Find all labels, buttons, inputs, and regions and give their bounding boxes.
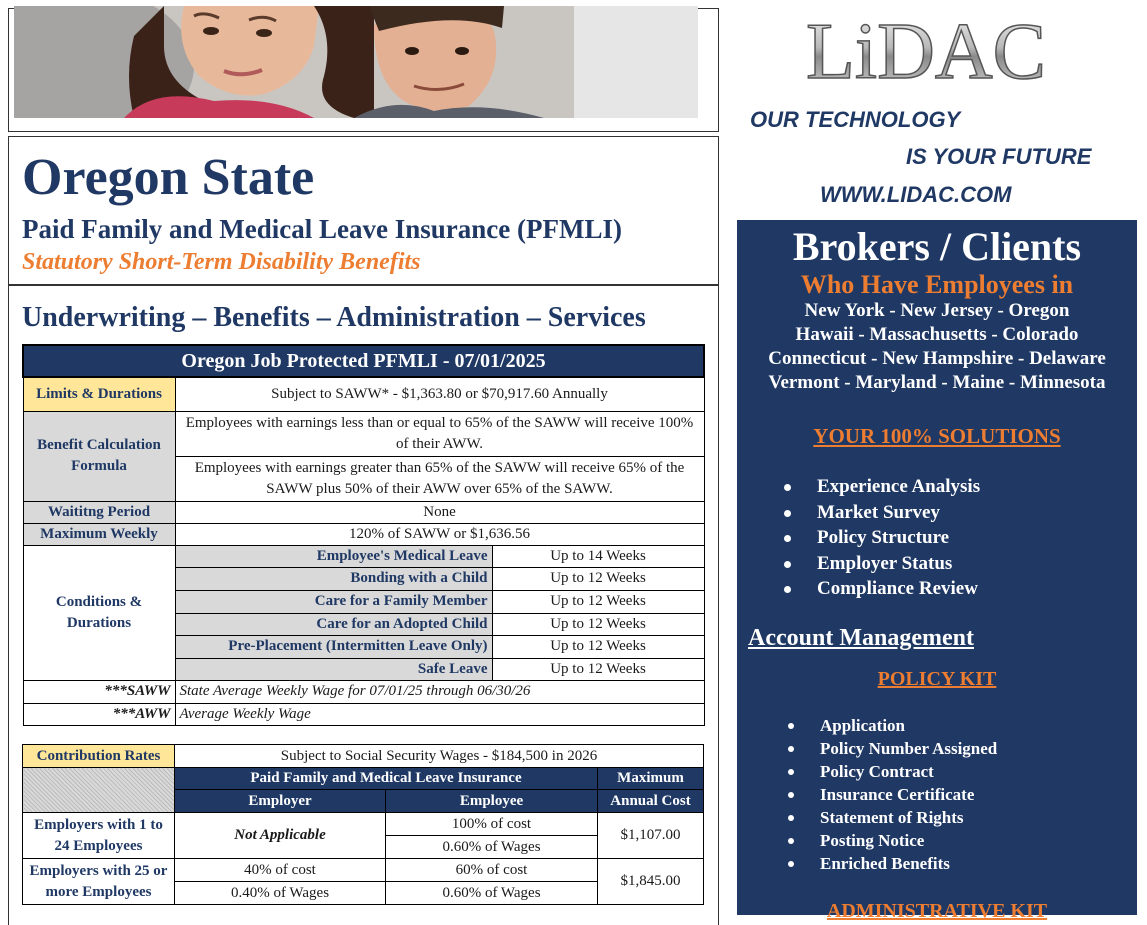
limits-label: Limits & Durations	[23, 377, 175, 411]
row-1-cost: $1,107.00	[598, 813, 704, 859]
list-item: Market Survey	[737, 500, 980, 526]
pfmli-header: Paid Family and Medical Leave Insurance	[175, 768, 598, 790]
states-line: Hawaii - Massachusetts - Colorado	[795, 324, 1079, 345]
policy-kit-list	[737, 714, 997, 875]
condition-name: Care for an Adopted Child	[175, 613, 492, 635]
condition-name: Care for a Family Member	[175, 590, 492, 613]
list-item: Application	[737, 714, 997, 737]
condition-duration: Up to 12 Weeks	[492, 635, 704, 658]
contribution-subject: Subject to Social Security Wages - $184,500 in 2026	[175, 745, 704, 768]
aww-label: ***AWW	[23, 703, 175, 725]
row-1-employee-a: 100% of cost	[386, 813, 598, 836]
list-item: Insurance Certificate	[737, 783, 997, 806]
website-text: WWW.LIDAC.COM	[820, 182, 1012, 207]
solutions-list	[737, 474, 980, 602]
benefit-row-1: Employees with earnings less than or equal to 65% of the SAWW will receive 100% of their AWW.	[175, 411, 704, 456]
list-item: Policy Contract	[737, 760, 997, 783]
page-subtitle: Paid Family and Medical Leave Insurance (PFMLI)	[22, 214, 622, 244]
logo-text: LiDAC	[806, 10, 1046, 90]
limits-value: Subject to SAWW* - $1,363.80 or $70,917.60 Annually	[175, 377, 704, 411]
condition-name: Employee's Medical Leave	[175, 545, 492, 567]
section-heading: Underwriting – Benefits – Administration – Services	[22, 302, 646, 333]
table-heading: Oregon Job Protected PFMLI - 07/01/2025	[23, 345, 704, 377]
condition-duration: Up to 12 Weeks	[492, 590, 704, 613]
employee-header: Employee	[386, 790, 598, 813]
list-item: Policy Number Assigned	[737, 737, 997, 760]
row-2-employee-a: 60% of cost	[386, 859, 598, 882]
row-2-label: Employers with 25 or more Employees	[23, 859, 175, 905]
list-item: Statement of Rights	[737, 806, 997, 829]
states-line: Vermont - Maryland - Maine - Minnesota	[768, 372, 1106, 393]
couple-photo	[14, 6, 698, 118]
row-2-employer-b: 0.40% of Wages	[175, 882, 386, 905]
row-2-employer-a: 40% of cost	[175, 859, 386, 882]
condition-name: Safe Leave	[175, 658, 492, 680]
states-line: New York - New Jersey - Oregon	[804, 300, 1070, 321]
max-weekly-label: Maximum Weekly	[23, 523, 175, 545]
list-item: Experience Analysis	[737, 474, 980, 500]
condition-name: Pre-Placement (Intermitten Leave Only)	[175, 635, 492, 658]
row-2-cost: $1,845.00	[598, 859, 704, 905]
row-1-label: Employers with 1 to 24 Employees	[23, 813, 175, 859]
tagline-1: OUR TECHNOLOGY	[750, 107, 961, 132]
row-2-employee-b: 0.60% of Wages	[386, 882, 598, 905]
page-subtitle-2: Statutory Short-Term Disability Benefits	[22, 249, 421, 275]
employer-header: Employer	[175, 790, 386, 813]
row-1-employee-b: 0.60% of Wages	[386, 836, 598, 859]
admin-kit-heading: ADMINISTRATIVE KIT	[826, 900, 1048, 922]
condition-name: Bonding with a Child	[175, 567, 492, 590]
services-panel	[737, 220, 1137, 922]
list-item: Employer Status	[737, 551, 980, 577]
solutions-heading: YOUR 100% SOLUTIONS	[813, 424, 1061, 448]
states-line: Connecticut - New Hampshire - Delaware	[768, 348, 1106, 369]
waiting-value: None	[175, 501, 704, 523]
panel-heading: Brokers / Clients	[792, 224, 1082, 269]
condition-duration: Up to 12 Weeks	[492, 658, 704, 680]
saww-label: ***SAWW	[23, 680, 175, 703]
policy-kit-heading: POLICY KIT	[877, 668, 997, 690]
page-title: Oregon State	[22, 149, 315, 206]
saww-value: State Average Weekly Wage for 07/01/25 through 06/30/26	[175, 680, 704, 703]
list-item: Posting Notice	[737, 829, 997, 852]
hatch-cell	[23, 768, 175, 813]
list-item: Policy Structure	[737, 525, 980, 551]
condition-duration: Up to 12 Weeks	[492, 613, 704, 635]
condition-duration: Up to 14 Weeks	[492, 545, 704, 567]
account-heading: Account Management	[748, 625, 974, 651]
aww-value: Average Weekly Wage	[175, 703, 704, 725]
annual-cost-header: Annual Cost	[598, 790, 704, 813]
benefit-row-2: Employees with earnings greater than 65% of the SAWW will receive 65% of the SAWW plus 50% of their AWW over 65% of the SAWW.	[175, 456, 704, 501]
lidac-logo	[760, 10, 1092, 90]
max-weekly-value: 120% of SAWW or $1,636.56	[175, 523, 704, 545]
maximum-header: Maximum	[598, 768, 704, 790]
list-item: Compliance Review	[737, 576, 980, 602]
pfmli-table	[22, 344, 705, 726]
list-item: Enriched Benefits	[737, 852, 997, 875]
contribution-table	[22, 744, 704, 905]
condition-duration: Up to 12 Weeks	[492, 567, 704, 590]
contribution-label: Contribution Rates	[23, 745, 175, 768]
panel-who: Who Have Employees in	[800, 270, 1074, 299]
tagline-2: IS YOUR FUTURE	[906, 144, 1092, 169]
conditions-label: Conditions & Durations	[23, 545, 175, 680]
benefit-label: Benefit Calculation Formula	[23, 411, 175, 501]
waiting-label: Waititng Period	[23, 501, 175, 523]
row-1-employer: Not Applicable	[175, 813, 386, 859]
